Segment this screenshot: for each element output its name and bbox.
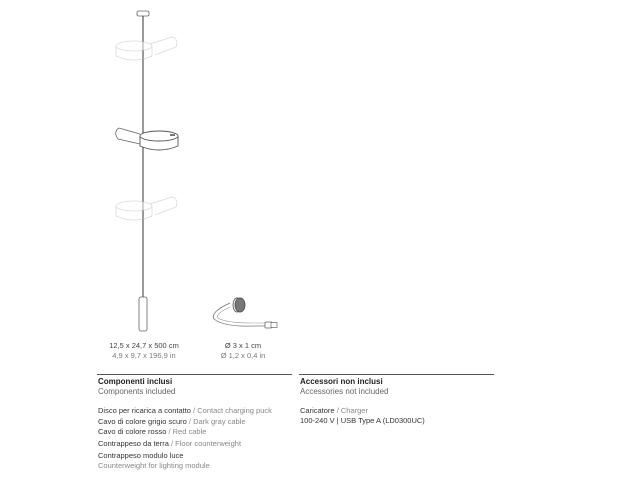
product-dimensions <box>104 341 184 361</box>
charging-puck-illustration <box>213 298 277 328</box>
product-dimensions-metric: 12,5 x 24,7 x 500 cm <box>109 341 179 350</box>
accessories-item-spec: 100-240 V | USB Type A (LD0300UC) <box>300 416 425 425</box>
ceiling-cap <box>137 11 149 16</box>
included-item-light-counterweight: Contrappeso modulo luce Counterweight for lighting module <box>98 451 210 470</box>
included-item-gray-cable: Cavo di colore grigio scuro / Dark gray cable <box>98 417 246 426</box>
accessories-item-charger: Caricatore / Charger <box>300 406 368 415</box>
included-subtitle: Components included <box>98 387 176 396</box>
included-item-floor-counterweight: Contrappeso da terra / Floor counterweight <box>98 439 242 448</box>
accessories-rule <box>299 374 494 375</box>
floor-counterweight <box>139 297 147 331</box>
included-rule <box>97 374 292 375</box>
puck-dimensions <box>213 341 273 361</box>
included-section <box>98 377 272 471</box>
ghost-module-top <box>116 37 177 60</box>
accessories-title: Accessori non inclusi <box>300 377 383 386</box>
puck-dimensions-imperial: Ø 1,2 x 0,4 in <box>220 351 266 360</box>
included-title: Componenti inclusi <box>98 377 173 386</box>
light-module <box>116 128 178 150</box>
included-item-puck: Disco per ricarica a contatto / Contact charging puck <box>98 406 272 415</box>
puck-dimensions-metric: Ø 3 x 1 cm <box>224 341 262 350</box>
ghost-module-bottom <box>116 197 177 220</box>
included-item-red-cable: Cavo di colore rosso / Red cable <box>98 427 207 436</box>
product-dimensions-imperial: 4,9 x 9,7 x 196,9 in <box>112 351 176 360</box>
accessories-subtitle: Accessories not included <box>300 387 389 396</box>
accessories-section <box>300 377 425 426</box>
